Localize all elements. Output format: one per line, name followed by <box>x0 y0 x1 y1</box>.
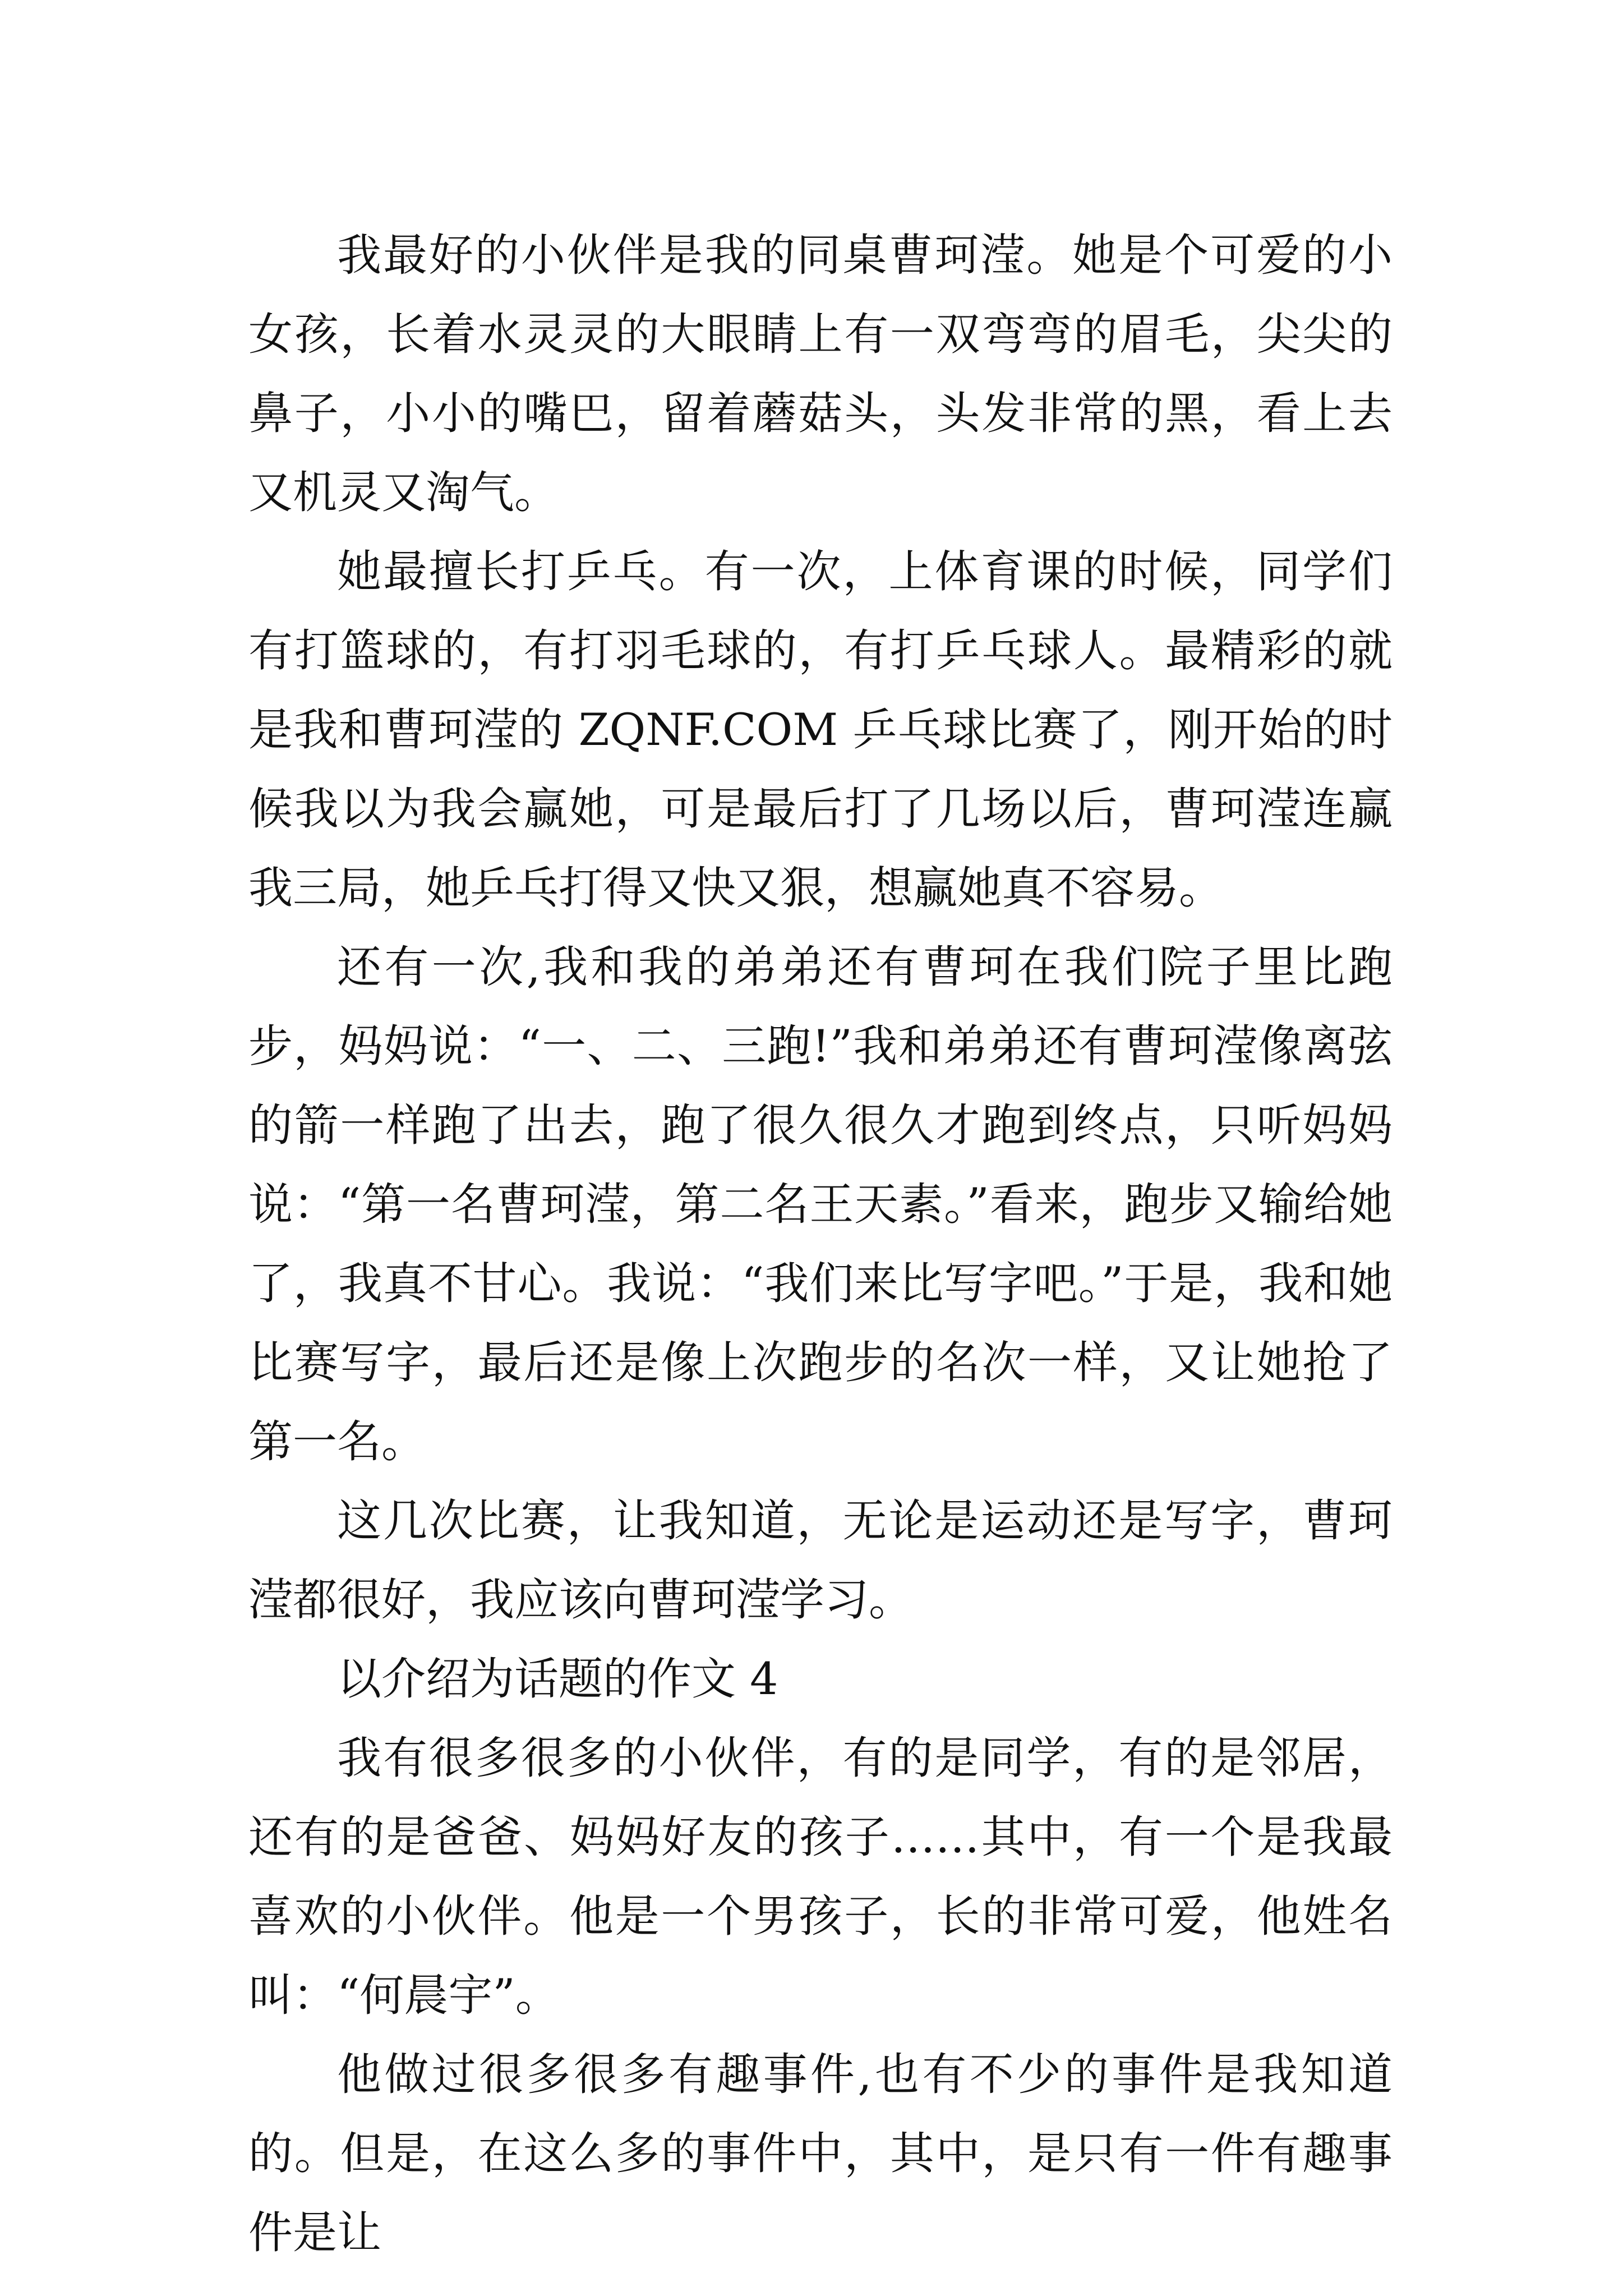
document-body <box>248 216 1393 2272</box>
paragraph-6: 他做过很多很多有趣事件,也有不少的事件是我知道的。但是，在这么多的事件中，其中，是只有一件有趣事件是让 <box>248 2049 1393 2258</box>
paragraph-3: 还有一次,我和我的弟弟还有曹珂在我们院子里比跑步，妈妈说：“一、二、三跑!”我和弟弟还有曹珂滢像离弦的箭一样跑了出去，跑了很久很久才跑到终点，只听妈妈说：“第一名曹珂滢，第二名王天素。”看来，跑步又输给她了，我真不甘心。我说：“我们来比写字吧。”于是，我和她比赛写字，最后还是像上次跑步的名次一样，又让她抢了第一名。 <box>248 941 1393 1467</box>
paragraph-1: 我最好的小伙伴是我的同桌曹珂滢。她是个可爱的小女孩，长着水灵灵的大眼睛上有一双弯弯的眉毛，尖尖的鼻子，小小的嘴巴，留着蘑菇头，头发非常的黑，看上去又机灵又淘气。 <box>248 229 1393 518</box>
section-title: 以介绍为话题的作文 4 <box>337 1653 778 1705</box>
paragraph-5: 我有很多很多的小伙伴，有的是同学，有的是邻居，还有的是爸爸、妈妈好友的孩子……其中，有一个是我最喜欢的小伙伴。他是一个男孩子，长的非常可爱，他姓名叫：“何晨宇”。 <box>248 1732 1393 2021</box>
paragraph-4: 这几次比赛，让我知道，无论是运动还是写字，曹珂滢都很好，我应该向曹珂滢学习。 <box>248 1495 1393 1626</box>
paragraph-2: 她最擅长打乒乓。有一次，上体育课的时候，同学们有打篮球的，有打羽毛球的，有打乒乓球人。最精彩的就是我和曹珂滢的 ZQNF.COM 乒乓球比赛了，刚开始的时候我以为我会赢她，可是最后打了几场以后，曹珂滢连赢我三局，她乒乓打得又快又狠，想赢她真不容易。 <box>248 546 1393 914</box>
